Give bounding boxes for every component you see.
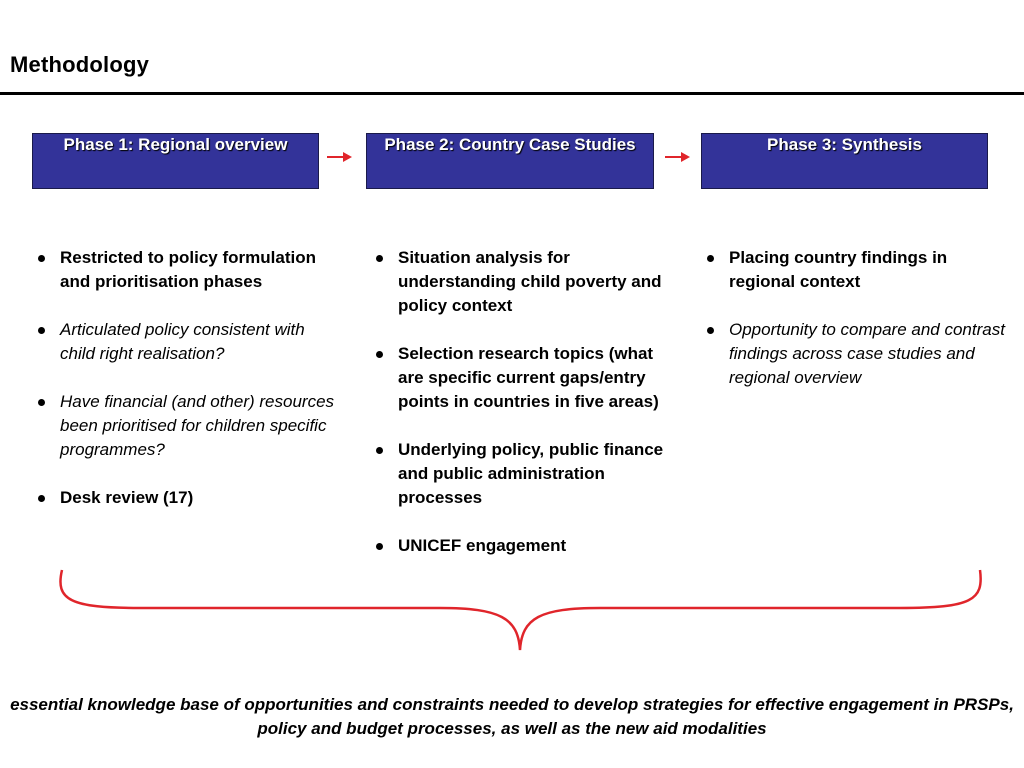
bullet-item: Desk review (17) (35, 486, 335, 510)
phase-1-label: Phase 1: Regional overview (63, 135, 288, 154)
bullet-item: Situation analysis for understanding child poverty and policy context (373, 246, 673, 318)
bullet-item: Have financial (and other) resources been prioritised for children specific programmes? (35, 390, 335, 462)
phase-2-label: Phase 2: Country Case Studies (384, 135, 636, 154)
bullet-item: Placing country findings in regional context (704, 246, 1009, 294)
bullet-item: Articulated policy consistent with child right realisation? (35, 318, 335, 366)
bullet-item: UNICEF engagement (373, 534, 673, 558)
bullet-item: Underlying policy, public finance and public administration processes (373, 438, 673, 510)
conclusion-text: essential knowledge base of opportunities and constraints needed to develop strategies for effective engagement in PRSPs, policy and budget processes, as well as the new aid modalities (10, 695, 1014, 738)
bullet-item: Selection research topics (what are specific current gaps/entry points in countries in five areas) (373, 342, 673, 414)
bullet-item: Restricted to policy formulation and prioritisation phases (35, 246, 335, 294)
bullet-item: Opportunity to compare and contrast findings across case studies and regional overview (704, 318, 1009, 390)
phase-3-label: Phase 3: Synthesis (767, 135, 922, 154)
page-title: Methodology (10, 52, 150, 77)
